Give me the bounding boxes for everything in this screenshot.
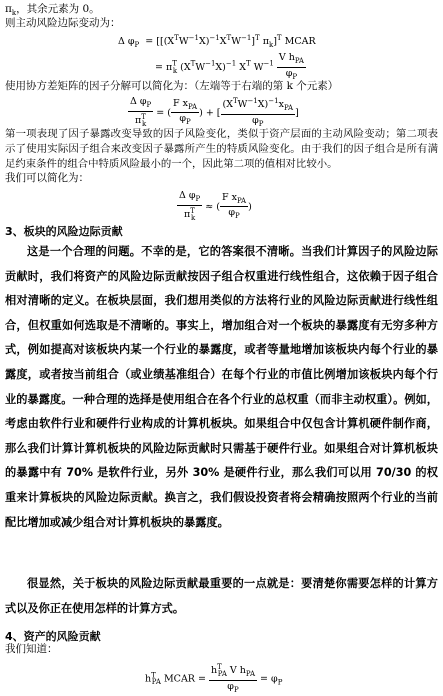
intro-line-2: 则主动风险边际变动为： <box>5 17 121 29</box>
section-4-heading: 4、资产的风险贡献 <box>5 630 101 643</box>
equation-3: $\frac{\Delta \varphi_P}{\pi^T_k}$ = ( $\frac{F x_{PA}}{\varphi_P}$ ) + [ $\frac{(X^TW^{-1}X)^{-1}x_{PA}}{\varphi_P}$ ] <box>130 96 299 128</box>
factor-decomp-note: 使用协方差矩阵的因子分解可以简化为：（左端等于右端的第 k 个元素） <box>5 80 339 92</box>
equation-1: Δ $\varphi_P = [[(X^TW^{-1}X)^{-1}X^TW^{-1}]^T$ $\pi_k]^T$ MCAR <box>118 34 316 50</box>
equation-2: = $\pi^T_k$ $(X^TW^{-1}X)^{-1}$ $X^T$ $W^{-1}$ $\frac{V h_{PA}}{\varphi_P}$ <box>155 52 304 81</box>
intro-line: $\pi_k$，其余元素为 0。 <box>5 3 100 18</box>
paragraph-2: 这是一个合理的问题。不幸的是，它的答案很不清晰。当我们计算因子的风险边际贡献时，我们将资产的风险边际贡献按因子组合权重进行线性组合，这依赖于因子组合相对清晰的定义。在板块层面，我们想用类似的方法将行业的风险边际贡献进行线性组合，但权重如何选取是不清晰的。事实上，增加组合对一个板块的暴露度有无穷多种方式，例如提高对该板块内某一个行业的暴露度，或者等量地增加该板块内每个行业的暴露度，或者按当前组合（或业绩基准组合）在每个行业的市值比例增加该板块内每个行业的暴露度。一种合理的选择是使用组合在各个行业的总权重（而非主动权重）。例如，考虑由软件行业和硬件行业构成的计算机板块。如果组合中仅包含计算机硬件制作商，那么我们计算计算机板块的风险边际贡献时只需基于硬件行业。如果组合对计算机板块的暴露中有 70% 是软件行业，另外 30% 是硬件行业，那么我们可以用 70/30 的权重来计算板块的风险边际贡献。换言之，我们假设投资者将会精确按照两个行业的当前配比增加或减少组合对计算机板块的暴露度。 <box>5 245 438 529</box>
equation-4: $\frac{\Delta \varphi_P}{\pi^T_k}$ ≈ ( $\frac{F x_{PA}}{\varphi_P}$ ) <box>179 190 252 222</box>
equation-5: $h^T_{PA}$ MCAR = $\frac{h^T_{PA} V h_{PA}}{\varphi_P}$ = $\varphi_P$ <box>145 663 283 694</box>
paragraph-1: 第一项表现了因子暴露改变导致的因子风险变化，类似于资产层面的主动风险变动；第二项表示了使用实际因子组合来改变因子暴露所产生的特质风险变化。由于我们的因子组合是所有满足约束条件的组合中特质风险最小的一个，因此第二项的值相对比较小。 <box>5 128 438 170</box>
paragraph-3: 很显然，关于板块的风险边际贡献最重要的一点就是：要清楚你需要怎样的计算方式以及你正在使用怎样的计算方式。 <box>5 577 438 615</box>
section-3-heading: 3、板块的风险边际贡献 <box>5 225 123 238</box>
simplify-line: 我们可以简化为： <box>5 172 89 184</box>
we-know-line: 我们知道： <box>5 643 58 655</box>
